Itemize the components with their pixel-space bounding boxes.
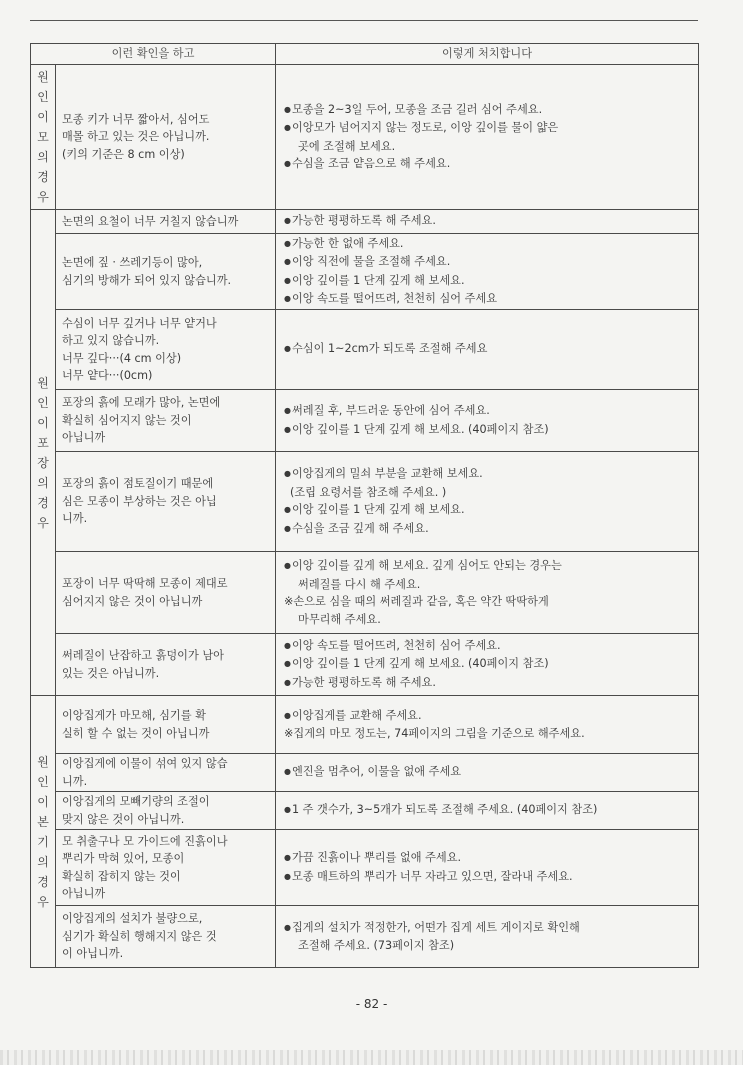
action-cell: [276, 634, 699, 696]
action-cell: [276, 452, 699, 552]
check-text: 이앙집게의 모빼기량의 조절이: [62, 795, 210, 808]
action-cell: [276, 792, 699, 830]
check-cell: [56, 210, 276, 234]
check-text: 이 아닙니까.: [62, 947, 124, 961]
action-text: 집게의 설치가 적정한가, 어떤가 집게 세트 게이지로 확인해: [292, 920, 580, 934]
action-item: [284, 868, 692, 887]
action-text: 이앙 깊이를 깊게 해 보세요. 깊게 심어도 안되는 경우는: [292, 559, 562, 572]
action-text: 이앙집게를 교환해 주세요.: [292, 708, 422, 722]
check-cell: [56, 234, 276, 310]
check-cell: [56, 552, 276, 634]
check-cell: [56, 754, 276, 792]
cause-category-char: 본: [37, 814, 49, 829]
table-row: [31, 65, 699, 210]
cause-category-char: 경: [37, 874, 49, 889]
action-cell: [276, 696, 699, 754]
cause-category-char: 우: [37, 190, 49, 204]
action-item: [284, 212, 692, 231]
check-text: 심기의 방해가 되어 있지 않습니까.: [62, 273, 232, 287]
check-cell: [56, 65, 276, 210]
check-cell: [56, 830, 276, 906]
action-text: 수심이 1~2cm가 되도록 조절해 주세요: [292, 342, 488, 356]
check-text: 포장이 너무 딱딱해 모종이 제대로: [62, 577, 228, 590]
action-item: [284, 421, 692, 440]
action-item: [284, 235, 692, 254]
cause-category-char: 의: [37, 854, 49, 869]
check-text: 포장의 흙에 모래가 많아, 논면에: [62, 396, 221, 410]
check-cell: [56, 310, 276, 390]
action-item: [284, 253, 692, 272]
check-text: 너무 깊다···(4 cm 이상): [62, 351, 182, 365]
check-text: 아닙니까: [62, 431, 106, 445]
table-row: [31, 390, 699, 452]
table-body: [31, 65, 699, 968]
cause-category-char: 이: [37, 415, 49, 430]
check-text: 모 취출구나 모 가이드에 진흙이나: [62, 834, 228, 848]
cause-category-char: 의: [37, 150, 49, 164]
action-item: [284, 674, 692, 693]
cause-category-char: 이: [37, 110, 49, 124]
check-text: 니까.: [62, 774, 88, 788]
cause-category-char: 인: [37, 90, 49, 104]
action-text: 이앙 직전에 물을 조절해 주세요.: [292, 255, 451, 268]
action-text: 엔진을 멈추어, 이물을 없애 주세요: [292, 765, 462, 779]
action-text: 가끔 진흙이나 뿌리를 없애 주세요.: [292, 851, 462, 864]
bullet-icon: [284, 404, 292, 417]
check-text: 논면에 짚 · 쓰레기등이 많아,: [62, 256, 203, 269]
cause-category-char: 원: [37, 754, 49, 769]
action-text: 이앙 속도를 떨어뜨려, 천천히 심어 주세요: [292, 292, 498, 305]
action-item: [284, 849, 692, 868]
check-text: 매몰 하고 있는 것은 아닙니까.: [62, 130, 210, 144]
action-item: [284, 501, 692, 520]
action-text: 이앙 깊이를 1 단계 깊게 해 보세요.: [292, 273, 465, 287]
action-text: 이앙집게의 밀쇠 부분을 교환해 보세요.: [292, 467, 483, 480]
action-text: 마무리해 주세요.: [298, 612, 381, 626]
action-text: 이앙 깊이를 1 단계 깊게 해 보세요. (40페이지 참조): [292, 657, 549, 671]
table-row: [31, 696, 699, 754]
action-text: 가능한 평평하도록 해 주세요.: [292, 214, 436, 228]
table-row: [31, 754, 699, 792]
cause-category-char: 원: [37, 70, 49, 84]
bullet-icon: [284, 467, 292, 480]
check-text: 심기가 확실히 행해지지 않은 것: [62, 929, 217, 943]
action-text: 이앙 깊이를 1 단계 깊게 해 보세요.: [292, 503, 465, 516]
action-text: 조절해 주세요. (73페이지 참조): [298, 939, 455, 952]
cause-category-char: 원: [37, 375, 49, 390]
bullet-icon: [284, 503, 292, 516]
scan-edge-artifact: [0, 1050, 743, 1065]
action-item: [284, 576, 692, 594]
check-cell: [56, 906, 276, 968]
bullet-icon: [284, 342, 292, 355]
cause-category: [31, 696, 56, 968]
bullet-icon: [284, 103, 292, 116]
check-text: 아닙니까: [62, 887, 106, 900]
check-text: 니까.: [62, 512, 88, 526]
action-item: [284, 402, 692, 421]
bullet-icon: [284, 559, 292, 572]
action-text: ※손으로 심을 때의 써레질과 같음, 혹은 약간 딱딱하게: [284, 595, 549, 608]
table-row: [31, 452, 699, 552]
bullet-icon: [284, 851, 292, 864]
bullet-icon: [284, 255, 292, 268]
bullet-icon: [284, 870, 292, 883]
check-text: 심어지지 않은 것이 아닙니까: [62, 594, 203, 608]
check-text: 실히 할 수 없는 것이 아닙니까: [62, 726, 210, 740]
check-text: 확실히 잡히지 않는 것이: [62, 869, 181, 883]
check-text: 이앙집게가 마모해, 심기를 확: [62, 709, 206, 722]
action-item: [284, 340, 692, 359]
table-header-row: [31, 44, 699, 65]
action-cell: [276, 906, 699, 968]
check-text: 너무 얕다···(0cm): [62, 369, 153, 382]
action-text: 써레질를 다시 해 주세요.: [298, 577, 421, 591]
action-text: 가능한 한 없애 주세요.: [292, 236, 404, 250]
table-row: [31, 830, 699, 906]
action-item: [284, 290, 692, 309]
action-text: 1 주 갯수가, 3~5개가 되도록 조절해 주세요. (40페이지 참조): [292, 803, 598, 817]
action-cell: [276, 65, 699, 210]
check-text: 논면의 요철이 너무 거칠지 않습니까: [62, 214, 239, 228]
action-item: [284, 611, 692, 629]
action-item: [284, 119, 692, 138]
check-text: (키의 기준은 8 cm 이상): [62, 147, 185, 161]
bullet-icon: [284, 423, 292, 436]
check-text: 뿌리가 막혀 있어, 모종이: [62, 852, 185, 865]
cause-category-char: 의: [37, 475, 49, 490]
table-row: [31, 792, 699, 830]
cause-category-char: 기: [37, 834, 49, 849]
bullet-icon: [284, 522, 292, 535]
header-action: 이렇게 처치합니다: [276, 44, 699, 65]
cause-category-char: 인: [37, 395, 49, 410]
bullet-icon: [284, 274, 292, 287]
bullet-icon: [284, 121, 292, 134]
cause-category-char: 인: [37, 774, 49, 789]
bullet-icon: [284, 292, 292, 305]
table-row: [31, 906, 699, 968]
table-row: [31, 210, 699, 234]
action-cell: [276, 234, 699, 310]
bullet-icon: [284, 214, 292, 227]
action-item: [284, 919, 692, 938]
action-item: [284, 272, 692, 291]
bullet-icon: [284, 803, 292, 816]
action-text: 써레질 후, 부드러운 동안에 심어 주세요.: [292, 404, 490, 417]
action-cell: [276, 754, 699, 792]
check-text: 수심이 너무 깊거나 너무 얕거나: [62, 316, 217, 330]
bullet-icon: [284, 157, 292, 170]
cause-category-char: 우: [37, 894, 49, 909]
action-text: ※집게의 마모 정도는, 74페이지의 그림을 기준으로 해주세요.: [284, 727, 585, 740]
bullet-icon: [284, 237, 292, 250]
action-item: [284, 101, 692, 120]
action-item: [284, 155, 692, 174]
check-text: 있는 것은 아닙니까.: [62, 666, 160, 680]
check-text: 모종 키가 너무 짧아서, 심어도: [62, 112, 210, 126]
check-text: 포장의 흙이 점토질이기 때문에: [62, 477, 214, 491]
check-cell: [56, 634, 276, 696]
action-cell: [276, 830, 699, 906]
action-text: 이앙 깊이를 1 단계 깊게 해 보세요. (40페이지 참조): [292, 422, 549, 436]
action-text: 수심을 조금 깊게 해 주세요.: [292, 521, 429, 535]
action-item: [284, 937, 692, 955]
cause-category: [31, 65, 56, 210]
action-cell: [276, 390, 699, 452]
check-text: 이앙집게의 설치가 불량으로,: [62, 912, 203, 926]
action-cell: [276, 310, 699, 390]
action-item: [284, 465, 692, 484]
action-item: [284, 557, 692, 576]
table-row: [31, 310, 699, 390]
action-cell: [276, 210, 699, 234]
action-text: 모종을 2~3일 두어, 모종을 조금 길러 심어 주세요.: [292, 102, 543, 116]
check-text: 심은 모종이 부상하는 것은 아닙: [62, 494, 217, 508]
check-text: 맞지 않은 것이 아닙니까.: [62, 812, 185, 826]
page-number: - 82 -: [355, 997, 388, 1011]
troubleshooting-table: [30, 43, 699, 968]
check-cell: [56, 390, 276, 452]
action-item: [284, 593, 692, 611]
action-item: [284, 801, 692, 820]
action-item: [284, 707, 692, 726]
action-text: (조립 요령서를 참조해 주세요. ): [290, 485, 447, 499]
action-text: 수심을 조금 얕음으로 해 주세요.: [292, 157, 451, 170]
bullet-icon: [284, 765, 292, 778]
table-row: [31, 552, 699, 634]
table-row: [31, 234, 699, 310]
cause-category-char: 모: [37, 130, 49, 144]
bullet-icon: [284, 639, 292, 652]
cause-category-char: 경: [37, 495, 49, 510]
check-cell: [56, 792, 276, 830]
top-rule: [30, 20, 698, 21]
check-cell: [56, 696, 276, 754]
bullet-icon: [284, 657, 292, 670]
cause-category-char: 우: [37, 515, 49, 530]
action-item: [284, 637, 692, 656]
check-text: 써레질이 난잡하고 흙덩이가 남아: [62, 649, 224, 662]
action-text: 모종 매트하의 뿌리가 너무 자라고 있으면, 잘라내 주세요.: [292, 869, 573, 883]
header-check: 이런 확인을 하고: [31, 44, 276, 65]
action-text: 이앙모가 넘어지지 않는 정도로, 이앙 깊이를 물이 얇은: [292, 121, 559, 134]
cause-category-char: 장: [37, 455, 49, 470]
check-text: 확실히 심어지지 않는 것이: [62, 413, 192, 427]
cause-category-char: 경: [37, 170, 49, 184]
action-text: 가능한 평평하도록 해 주세요.: [292, 675, 436, 689]
cause-category: [31, 210, 56, 696]
cause-category-char: 포: [37, 435, 49, 450]
action-item: [284, 520, 692, 539]
action-text: 이앙 속도를 떨어뜨려, 천천히 심어 주세요.: [292, 638, 501, 652]
bullet-icon: [284, 921, 292, 934]
action-item: [284, 725, 692, 743]
action-item: [284, 655, 692, 674]
check-text: 하고 있지 않습니까.: [62, 334, 160, 347]
action-item: [284, 484, 692, 502]
action-item: [284, 138, 692, 156]
bullet-icon: [284, 676, 292, 689]
action-cell: [276, 552, 699, 634]
action-item: [284, 763, 692, 782]
bullet-icon: [284, 709, 292, 722]
check-text: 이앙집게에 이물이 섞여 있지 않습: [62, 757, 228, 770]
cause-category-char: 이: [37, 794, 49, 809]
action-text: 곳에 조절해 보세요.: [298, 139, 396, 153]
check-cell: [56, 452, 276, 552]
table-row: [31, 634, 699, 696]
